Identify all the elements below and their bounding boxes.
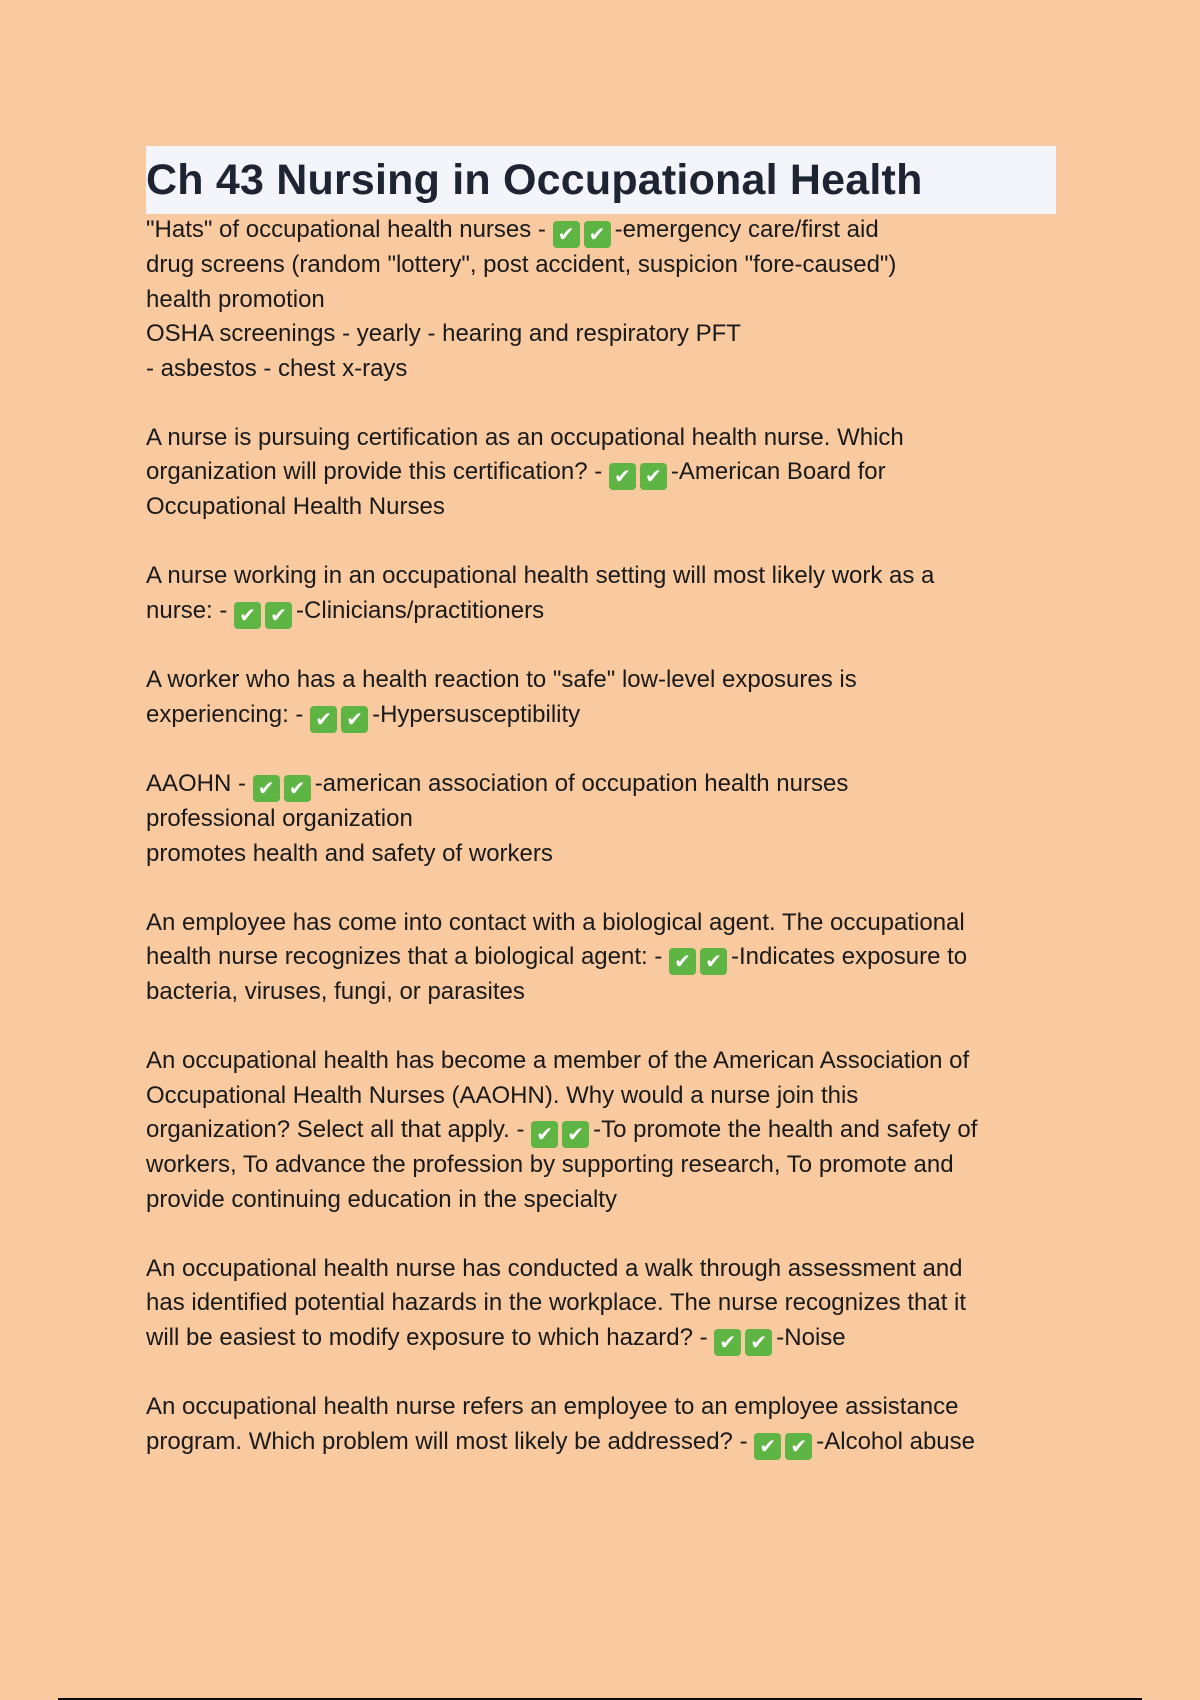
question-text: AAOHN -	[146, 770, 253, 797]
question-text: organization will provide this certification? -	[146, 458, 609, 485]
entry-line	[146, 1113, 1066, 1148]
check-mark-icon: ✔	[714, 1329, 741, 1356]
check-mark-icon: ✔	[310, 706, 337, 733]
answer-text: -american association of occupation health nurses	[314, 770, 849, 797]
entry-line: has identified potential hazards in the workplace. The nurse recognizes that it	[146, 1289, 967, 1316]
flashcard-entry	[146, 1390, 1066, 1460]
answer-text: -Noise	[776, 1323, 846, 1351]
entry-line: promotes health and safety of workers	[146, 839, 553, 867]
question-text: health nurse recognizes that a biological agent: -	[146, 943, 669, 970]
entry-line: health promotion	[146, 285, 325, 313]
answer-text: -Alcohol abuse	[816, 1427, 975, 1455]
double-check-icon	[754, 1425, 816, 1460]
check-mark-icon: ✔	[745, 1329, 772, 1356]
check-mark-icon: ✔	[531, 1121, 558, 1148]
check-mark-icon: ✔	[284, 775, 311, 802]
page-title: Ch 43 Nursing in Occupational Health	[146, 155, 923, 204]
flashcard-entry	[146, 767, 1066, 871]
question-text: "Hats" of occupational health nurses -	[146, 216, 553, 243]
check-mark-icon: ✔	[253, 775, 280, 802]
entry-line	[146, 594, 1066, 629]
entry-line: A nurse is pursuing certification as an occupational health nurse. Which	[146, 423, 904, 451]
entry-line: bacteria, viruses, fungi, or parasites	[146, 978, 525, 1005]
check-mark-icon: ✔	[562, 1121, 589, 1148]
entry-line	[146, 1321, 1066, 1356]
entry-line	[146, 213, 1066, 248]
answer-text: -American Board for	[670, 458, 886, 485]
entry-line	[146, 455, 1066, 490]
check-mark-icon: ✔	[234, 602, 261, 629]
check-mark-icon: ✔	[754, 1433, 781, 1460]
flashcard-entry	[146, 1252, 1066, 1356]
check-mark-icon: ✔	[341, 706, 368, 733]
question-text: organization? Select all that apply. -	[146, 1116, 532, 1143]
double-check-icon	[714, 1321, 776, 1356]
flashcard-entry	[146, 559, 1066, 629]
check-mark-icon: ✔	[553, 221, 580, 248]
entry-line	[146, 1425, 1066, 1460]
check-mark-icon: ✔	[785, 1433, 812, 1460]
double-check-icon	[234, 594, 296, 629]
flashcard-entry	[146, 1044, 1066, 1217]
entry-line: An occupational health nurse has conducted a walk through assessment and	[146, 1254, 963, 1282]
flashcard-entry	[146, 906, 1066, 1010]
entry-line: An employee has come into contact with a biological agent. The occupational	[146, 908, 965, 936]
double-check-icon	[253, 767, 315, 802]
check-mark-icon: ✔	[669, 948, 696, 975]
entry-line: An occupational health nurse refers an employee to an employee assistance	[146, 1393, 959, 1420]
check-mark-icon: ✔	[265, 602, 292, 629]
entry-line: workers, To advance the profession by supporting research, To promote and	[146, 1151, 954, 1178]
check-mark-icon: ✔	[700, 948, 727, 975]
entry-line: provide continuing education in the specialty	[146, 1185, 617, 1213]
question-text: program. Which problem will most likely be addressed? -	[146, 1427, 755, 1455]
double-check-icon	[310, 698, 372, 733]
flashcard-entry	[146, 213, 1066, 386]
entry-line: An occupational health has become a member of the American Association of	[146, 1047, 970, 1074]
question-text: nurse: -	[146, 596, 235, 624]
entry-line: A nurse working in an occupational health setting will most likely work as a	[146, 562, 935, 589]
entry-line	[146, 940, 1066, 975]
flashcard-entry	[146, 421, 1066, 525]
flashcard-entry	[146, 663, 1066, 733]
answer-text: -Hypersusceptibility	[372, 700, 581, 728]
question-text: will be easiest to modify exposure to which hazard? -	[146, 1323, 715, 1351]
entry-line: - asbestos - chest x-rays	[146, 354, 408, 382]
double-check-icon	[669, 940, 731, 975]
entry-line: OSHA screenings - yearly - hearing and respiratory PFT	[146, 320, 741, 347]
question-text: experiencing: -	[146, 700, 311, 728]
title-banner	[146, 146, 1056, 214]
entry-line: drug screens (random "lottery", post accident, suspicion "fore-caused")	[146, 251, 897, 278]
entry-line: Occupational Health Nurses	[146, 493, 445, 520]
double-check-icon	[531, 1113, 593, 1148]
check-mark-icon: ✔	[640, 463, 667, 490]
flashcard-list	[146, 213, 1066, 1494]
answer-text: -emergency care/first aid	[614, 216, 879, 243]
answer-text: -Indicates exposure to	[731, 943, 968, 970]
answer-text: -Clinicians/practitioners	[296, 596, 545, 624]
entry-line	[146, 767, 1066, 802]
entry-line: professional organization	[146, 805, 413, 832]
check-mark-icon: ✔	[609, 463, 636, 490]
double-check-icon	[609, 455, 671, 490]
double-check-icon	[553, 213, 615, 248]
entry-line: Occupational Health Nurses (AAOHN). Why would a nurse join this	[146, 1081, 859, 1109]
entry-line	[146, 698, 1066, 733]
check-mark-icon: ✔	[584, 221, 611, 248]
answer-text: -To promote the health and safety of	[593, 1116, 978, 1143]
entry-line: A worker who has a health reaction to "safe" low-level exposures is	[146, 666, 857, 693]
